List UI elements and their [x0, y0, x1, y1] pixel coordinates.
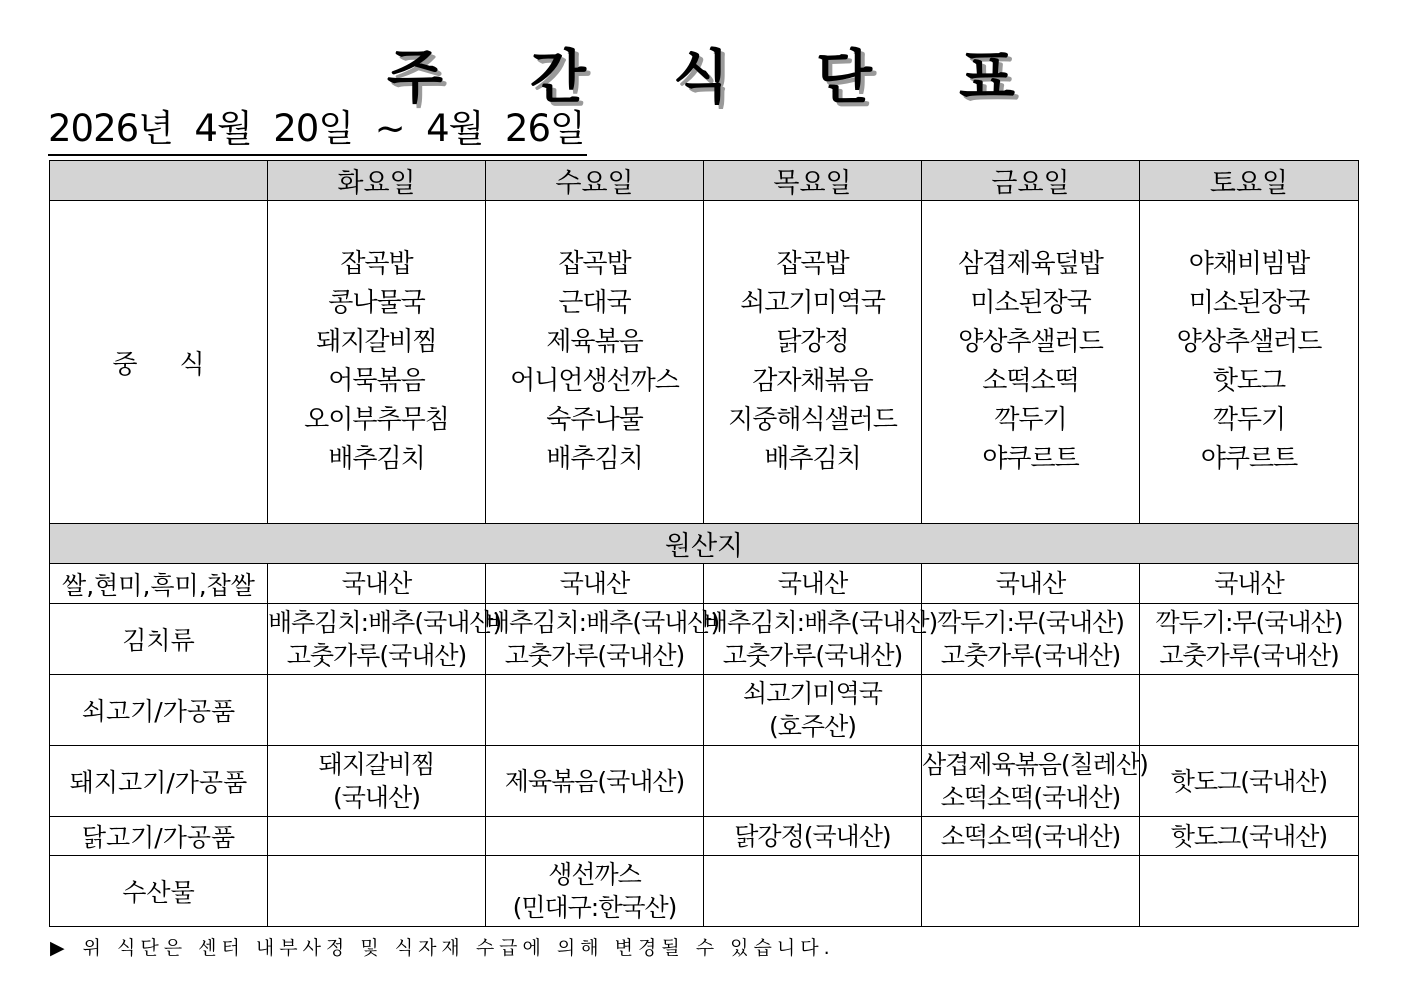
menu-item: 돼지갈비찜 — [316, 327, 437, 357]
menu-item: 야채비빔밥 — [1188, 249, 1310, 279]
origin-cell — [1140, 675, 1359, 746]
menu-item: 지중해식샐러드 — [728, 405, 897, 435]
origin-cell — [486, 746, 704, 817]
origin-cell — [486, 675, 704, 746]
origin-text: 삼겹제육볶음(칠레산) — [922, 750, 1148, 779]
menu-item: 깍두기 — [1212, 405, 1286, 435]
origin-text: 고춧가루(국내산) — [504, 641, 685, 670]
origin-text: 배추김치:배추(국내산) — [704, 608, 938, 637]
origin-cell — [486, 856, 704, 927]
menu-item: 삼겹제육덮밥 — [958, 249, 1103, 279]
origin-cell — [1140, 856, 1359, 927]
origin-row — [50, 564, 1359, 604]
origin-cell — [486, 564, 704, 604]
menu-cell — [1140, 201, 1359, 524]
origin-text: 국내산 — [1214, 569, 1284, 598]
title-char: 표 — [959, 43, 1017, 111]
origin-cell — [268, 817, 486, 856]
menu-item: 배추김치 — [546, 444, 643, 474]
origin-text: (국내산) — [333, 783, 420, 812]
origin-cell — [268, 564, 486, 604]
notice-message: 위 식단은 센터 내부사정 및 식자재 수급에 의해 변경될 수 있습니다. — [82, 937, 835, 959]
origin-cell — [1140, 564, 1359, 604]
origin-category: 수산물 — [50, 856, 268, 927]
origin-text: 소떡소떡(국내산) — [940, 783, 1121, 812]
origin-text: 핫도그(국내산) — [1170, 766, 1328, 796]
origin-category: 쌀,현미,흑미,찹쌀 — [50, 564, 268, 604]
menu-cell — [704, 201, 922, 524]
origin-cell — [704, 856, 922, 927]
title-char: 단 — [816, 43, 874, 111]
page-title — [0, 30, 1403, 114]
origin-cell — [1140, 746, 1359, 817]
origin-row — [50, 746, 1359, 817]
day-header: 금요일 — [922, 161, 1140, 201]
origin-header: 원산지 — [50, 524, 1359, 564]
origin-text: 생선까스 — [548, 860, 641, 889]
day-header: 화요일 — [268, 161, 486, 201]
origin-cell — [1140, 604, 1359, 675]
day-header: 목요일 — [704, 161, 922, 201]
day-header: 수요일 — [486, 161, 704, 201]
origin-cell — [922, 604, 1140, 675]
origin-cell — [704, 675, 922, 746]
menu-item: 미소된장국 — [970, 288, 1091, 318]
origin-row — [50, 675, 1359, 746]
day-header-row — [50, 161, 1359, 201]
menu-item: 어묵볶음 — [328, 366, 425, 396]
title-char: 식 — [672, 43, 731, 111]
origin-cell — [704, 817, 922, 856]
origin-cell — [704, 604, 938, 675]
menu-item: 잡곡밥 — [558, 249, 631, 279]
lunch-label-part: 식 — [179, 349, 205, 380]
origin-cell — [922, 564, 1140, 604]
menu-item: 어니언생선까스 — [510, 366, 679, 396]
menu-item: 제육볶음 — [546, 327, 643, 357]
origin-text: 돼지갈비찜 — [318, 750, 435, 779]
origin-text: 국내산 — [995, 569, 1066, 598]
menu-item: 배추김치 — [764, 444, 861, 474]
origin-cell — [268, 675, 486, 746]
menu-item: 배추김치 — [328, 444, 425, 474]
origin-text: (호주산) — [769, 712, 856, 741]
origin-category: 쇠고기/가공품 — [50, 675, 268, 746]
origin-cell — [486, 604, 720, 675]
menu-item: 근대국 — [558, 288, 631, 318]
origin-cell — [268, 604, 502, 675]
origin-text: 국내산 — [341, 569, 412, 598]
origin-text: 배추김치:배추(국내산) — [486, 608, 720, 637]
origin-text: 닭강정(국내산) — [734, 821, 891, 851]
menu-item: 야쿠르트 — [1200, 444, 1298, 474]
origin-text: 국내산 — [559, 569, 630, 598]
menu-item: 잡곡밥 — [340, 249, 413, 279]
menu-item: 콩나물국 — [328, 288, 425, 318]
origin-text: 고춧가루(국내산) — [722, 641, 903, 670]
menu-cell — [268, 201, 486, 524]
origin-cell — [922, 746, 1148, 817]
lunch-row — [50, 201, 1359, 524]
notice-text — [50, 933, 835, 960]
menu-item: 닭강정 — [776, 327, 849, 357]
origin-text: 핫도그(국내산) — [1170, 821, 1328, 851]
corner-cell — [50, 161, 268, 201]
origin-category: 닭고기/가공품 — [50, 817, 268, 856]
menu-item: 잡곡밥 — [776, 249, 849, 279]
origin-cell — [268, 746, 486, 817]
origin-text: 쇠고기미역국 — [743, 679, 882, 708]
origin-category: 김치류 — [50, 604, 268, 675]
weekly-menu-table — [49, 160, 1359, 927]
origin-row — [50, 856, 1359, 927]
origin-text: (민대구:한국산) — [512, 893, 677, 922]
lunch-label — [50, 201, 268, 524]
menu-item: 미소된장국 — [1188, 288, 1310, 318]
menu-item: 핫도그 — [1212, 366, 1286, 396]
origin-text: 제육볶음(국내산) — [504, 766, 685, 796]
origin-text: 고춧가루(국내산) — [940, 641, 1121, 670]
origin-cell — [704, 746, 922, 817]
origin-category: 돼지고기/가공품 — [50, 746, 268, 817]
menu-item: 감자채볶음 — [752, 366, 873, 396]
origin-text: 깍두기:무(국내산) — [937, 608, 1124, 637]
origin-cell — [486, 817, 704, 856]
menu-cell — [922, 201, 1140, 524]
menu-item: 오이부추무침 — [304, 405, 449, 435]
menu-item: 양상추샐러드 — [958, 327, 1103, 357]
origin-text: 깍두기:무(국내산) — [1155, 608, 1343, 637]
origin-row — [50, 604, 1359, 675]
origin-cell — [704, 564, 922, 604]
origin-cell — [922, 675, 1140, 746]
origin-header-row — [50, 524, 1359, 564]
origin-text: 고춧가루(국내산) — [286, 641, 467, 670]
origin-text: 소떡소떡(국내산) — [940, 821, 1121, 851]
title-char: 주 — [386, 43, 444, 111]
origin-cell — [268, 856, 486, 927]
menu-item: 숙주나물 — [546, 405, 643, 435]
day-header: 토요일 — [1140, 161, 1359, 201]
title-char: 간 — [529, 43, 587, 111]
origin-row — [50, 817, 1359, 856]
origin-text: 배추김치:배추(국내산) — [268, 608, 502, 637]
menu-item: 깍두기 — [994, 405, 1067, 435]
origin-text: 국내산 — [777, 569, 848, 598]
menu-period: 2026년 4월 20일 ~ 4월 26일 — [48, 106, 587, 156]
menu-item: 야쿠르트 — [982, 444, 1079, 474]
lunch-label-part: 중 — [112, 349, 138, 380]
origin-cell — [922, 817, 1140, 856]
arrow-icon: ▶ — [50, 937, 65, 959]
menu-cell — [486, 201, 704, 524]
origin-text: 고춧가루(국내산) — [1159, 641, 1339, 670]
menu-item: 쇠고기미역국 — [740, 288, 885, 318]
origin-cell — [922, 856, 1140, 927]
menu-item: 소떡소떡 — [982, 366, 1079, 396]
origin-cell — [1140, 817, 1359, 856]
menu-item: 양상추샐러드 — [1176, 327, 1322, 357]
